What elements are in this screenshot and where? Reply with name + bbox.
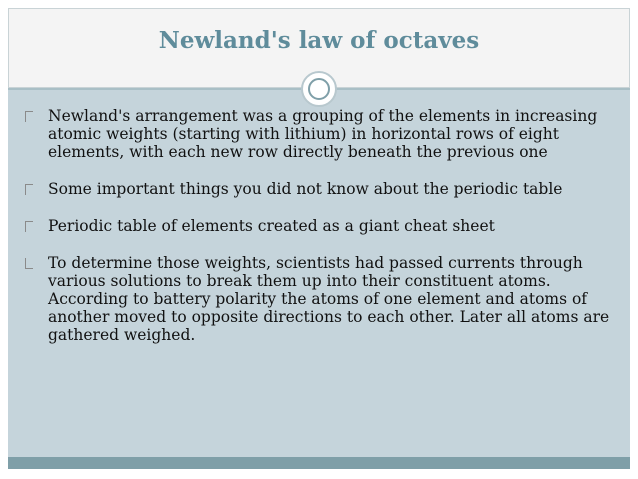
- bullet-text: Periodic table of elements created as a giant cheat sheet: [48, 217, 495, 235]
- bullet-square-icon: [25, 258, 33, 269]
- bullet-item: [22, 254, 612, 344]
- bullet-square-icon: [25, 111, 33, 122]
- bullet-text: To determine those weights, scientists had passed currents through various solutions to break them up into their constituent atoms. According to battery polarity the atoms of one element and atoms of another moved to opposite directions to each other. Later all atoms are gathered weighed.: [48, 254, 610, 344]
- bottom-bar: [8, 457, 630, 469]
- bullet-item: [22, 180, 612, 198]
- bullet-square-icon: [25, 184, 33, 195]
- bullet-list: [22, 107, 612, 363]
- bullet-text: Some important things you did not know about the periodic table: [48, 180, 563, 198]
- bullet-text: Newland's arrangement was a grouping of the elements in increasing atomic weights (starting with lithium) in horizontal rows of eight elements, with each new row directly beneath the previous one: [48, 107, 598, 161]
- double-circle-icon: [301, 71, 337, 107]
- slide-title: Newland's law of octaves: [158, 27, 480, 54]
- inner-circle: [308, 78, 330, 100]
- bullet-item: [22, 107, 612, 161]
- bullet-item: [22, 217, 612, 235]
- bullet-square-icon: [25, 221, 33, 232]
